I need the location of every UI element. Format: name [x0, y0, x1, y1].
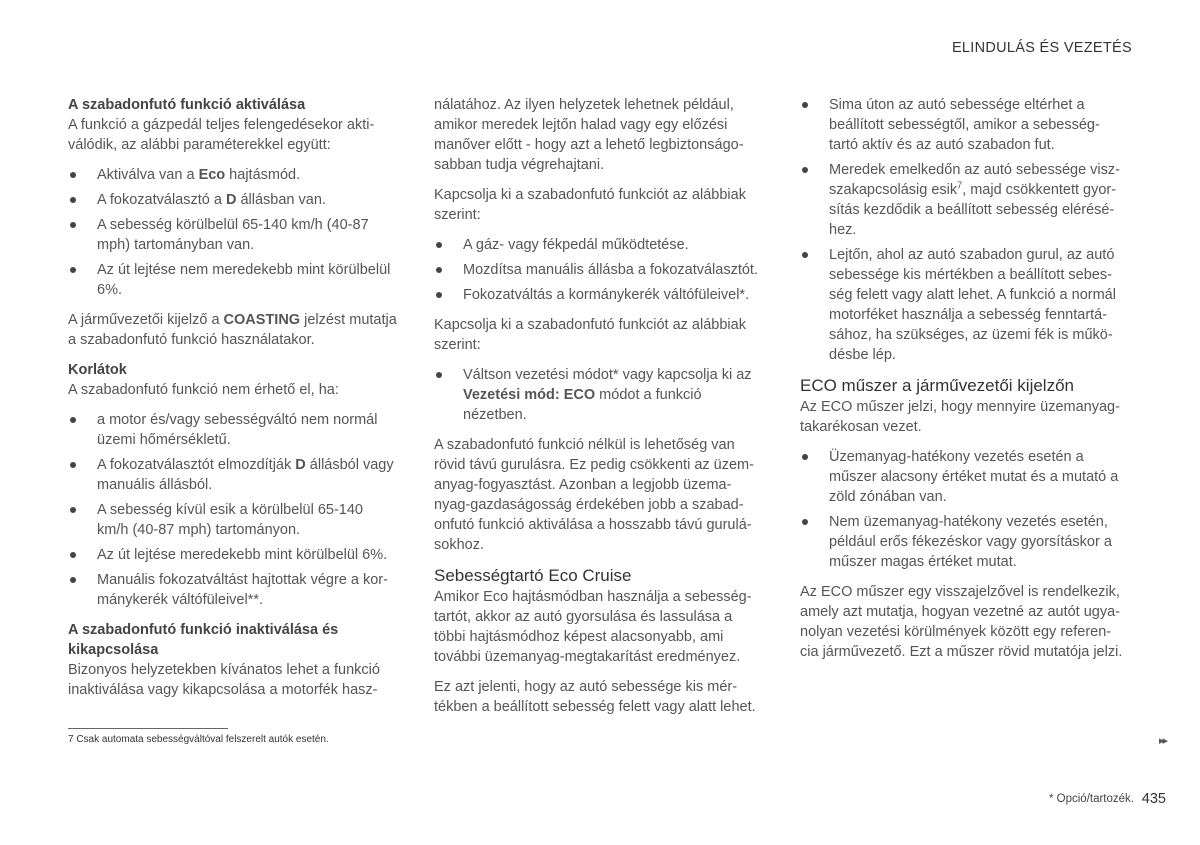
list-item: Lejtőn, ahol az autó szabadon gurul, az autó sebessége kis mértékben a beállított sebes- ség felett vagy alatt lehet. A funkció a normál motorféket használja a sebesség fenntartá- sához, ha szükséges, az üzemi fék is műkö- désbe lép. — [800, 245, 1130, 365]
column-2 — [434, 95, 764, 727]
list-item: Sima úton az autó sebessége eltérhet a beállított sebességtől, amikor a sebesség- tartó aktív és az autó szabadon fut. — [800, 95, 1130, 155]
option-note: * Opció/tartozék. — [1048, 793, 1134, 805]
list-item: Nem üzemanyag-hatékony vezetés esetén, például erős fékezéskor vagy gyorsításkor a műszer magas értéket mutat. — [800, 512, 1130, 572]
footnote-ref: 7 — [957, 180, 963, 191]
paragraph-deactivate: Bizonyos helyzetekben kívánatos lehet a funkció inaktiválása vagy kikapcsolása a motorfék hasz- — [68, 662, 380, 698]
paragraph-limits: A szabadonfutó funkció nem érhető el, ha: — [68, 382, 339, 398]
column-3 — [800, 95, 1130, 672]
paragraph-cruise-1: Amikor Eco hajtásmódban használja a sebesség- tartót, akkor az autó gyorsulása és lassulása a többi hajtásmódhoz képest alacsonyabb, ami további üzemanyag-megtakarítást eredményez. — [434, 589, 752, 665]
list-item: A fokozatválasztó a D állásban van. — [68, 190, 398, 210]
list-item: Meredek emelkedőn az autó sebessége visz- szakapcsolásig esik$^7$, majd csökkentett gyor- sítás kezdődik a beállított sebesség elérésé- hez. — [800, 160, 1130, 240]
heading-activate: A szabadonfutó funkció aktiválása — [68, 97, 306, 113]
paragraph-off-1: Kapcsolja ki a szabadonfutó funkciót az alábbiak szerint: — [434, 187, 746, 223]
list-off-1 — [434, 235, 764, 305]
list-item: Üzemanyag-hatékony vezetés esetén a műszer alacsony értéket mutat és a mutató a zöld zónában van. — [800, 447, 1130, 507]
paragraph-activate: A funkció a gázpedál teljes felengedésekor akti- válódik, az alábbi paraméterekkel együtt: — [68, 117, 375, 153]
page-number: 435 — [1141, 791, 1166, 807]
list-item: Mozdítsa manuális állásba a fokozatválasztót. — [434, 260, 764, 280]
list-item: Az út lejtése nem meredekebb mint körülbelül 6%. — [68, 260, 398, 300]
list-item: Az út lejtése meredekebb mint körülbelül 6%. — [68, 545, 398, 565]
paragraph-eco-2: Az ECO műszer egy visszajelzővel is rendelkezik, amely azt mutatja, hogyan vezetné az autót ugya- nolyan vezetési körülmények között egy referen- cia járművezető. Ezt a műszer rövid mutatója jelzi. — [800, 584, 1123, 660]
paragraph-alternative: A szabadonfutó funkció nélkül is lehetőség van rövid távú gurulásra. Ez pedig csökkenti az üzem- anyag-fogyasztást. Azonban a legjobb üzema- nyag-gazdaságosság érdekében jobb a szabad- onfutó funkció aktiválása a hosszabb távú gurulá- sokhoz. — [434, 437, 754, 553]
list-activate — [68, 165, 398, 300]
list-item: Váltson vezetési módot* vagy kapcsolja ki az Vezetési mód: ECO módot a funkció nézetben. — [434, 365, 764, 425]
footnote-divider — [68, 728, 228, 729]
column-1 — [68, 95, 398, 710]
list-item: Manuális fokozatváltást hajtottak végre a kor- mánykerék váltófüleivel**. — [68, 570, 398, 610]
list-item: Fokozatváltás a kormánykerék váltófüleivel*. — [434, 285, 764, 305]
list-eco — [800, 447, 1130, 572]
list-cruise — [800, 95, 1130, 365]
heading-deactivate: A szabadonfutó funkció inaktiválása és kikapcsolása — [68, 622, 339, 658]
heading-eco-cruise: Sebességtartó Eco Cruise — [434, 566, 632, 585]
list-item: A sebesség körülbelül 65-140 km/h (40-87 mph) tartományban van. — [68, 215, 398, 255]
list-item: Aktiválva van a Eco hajtásmód. — [68, 165, 398, 185]
paragraph-off-2: Kapcsolja ki a szabadonfutó funkciót az alábbiak szerint: — [434, 317, 746, 353]
paragraph-continued: nálatához. Az ilyen helyzetek lehetnek például, amikor meredek lejtőn halad vagy egy előzési manőver előtt - hogy azt a lehető legbiztonságo- sabban tudja végrehajtani. — [434, 97, 744, 173]
list-off-2 — [434, 365, 764, 425]
heading-limits: Korlátok — [68, 362, 127, 378]
paragraph-eco: Az ECO műszer jelzi, hogy mennyire üzemanyag- takarékosan vezet. — [800, 399, 1120, 435]
section-header: ELINDULÁS ÉS VEZETÉS — [951, 40, 1132, 56]
list-item: A gáz- vagy fékpedál működtetése. — [434, 235, 764, 255]
continue-arrows-icon: ▸▸ — [1158, 735, 1166, 747]
list-item: A sebesség kívül esik a körülbelül 65-140 km/h (40-87 mph) tartományon. — [68, 500, 398, 540]
list-item: A fokozatválasztót elmozdítják D állásból vagy manuális állásból. — [68, 455, 398, 495]
footnote: 7 Csak automata sebességváltóval felszerelt autók esetén. — [68, 734, 329, 745]
list-item: a motor és/vagy sebességváltó nem normál üzemi hőmérsékletű. — [68, 410, 398, 450]
paragraph-coasting: A járművezetői kijelző a COASTING jelzést mutatja a szabadonfutó funkció használatakor. — [68, 312, 397, 348]
heading-eco-gauge: ECO műszer a járművezetői kijelzőn — [800, 376, 1074, 395]
list-limits — [68, 410, 398, 610]
paragraph-cruise-2: Ez azt jelenti, hogy az autó sebessége kis mér- tékben a beállított sebesség felett vagy alatt lehet. — [434, 679, 756, 715]
